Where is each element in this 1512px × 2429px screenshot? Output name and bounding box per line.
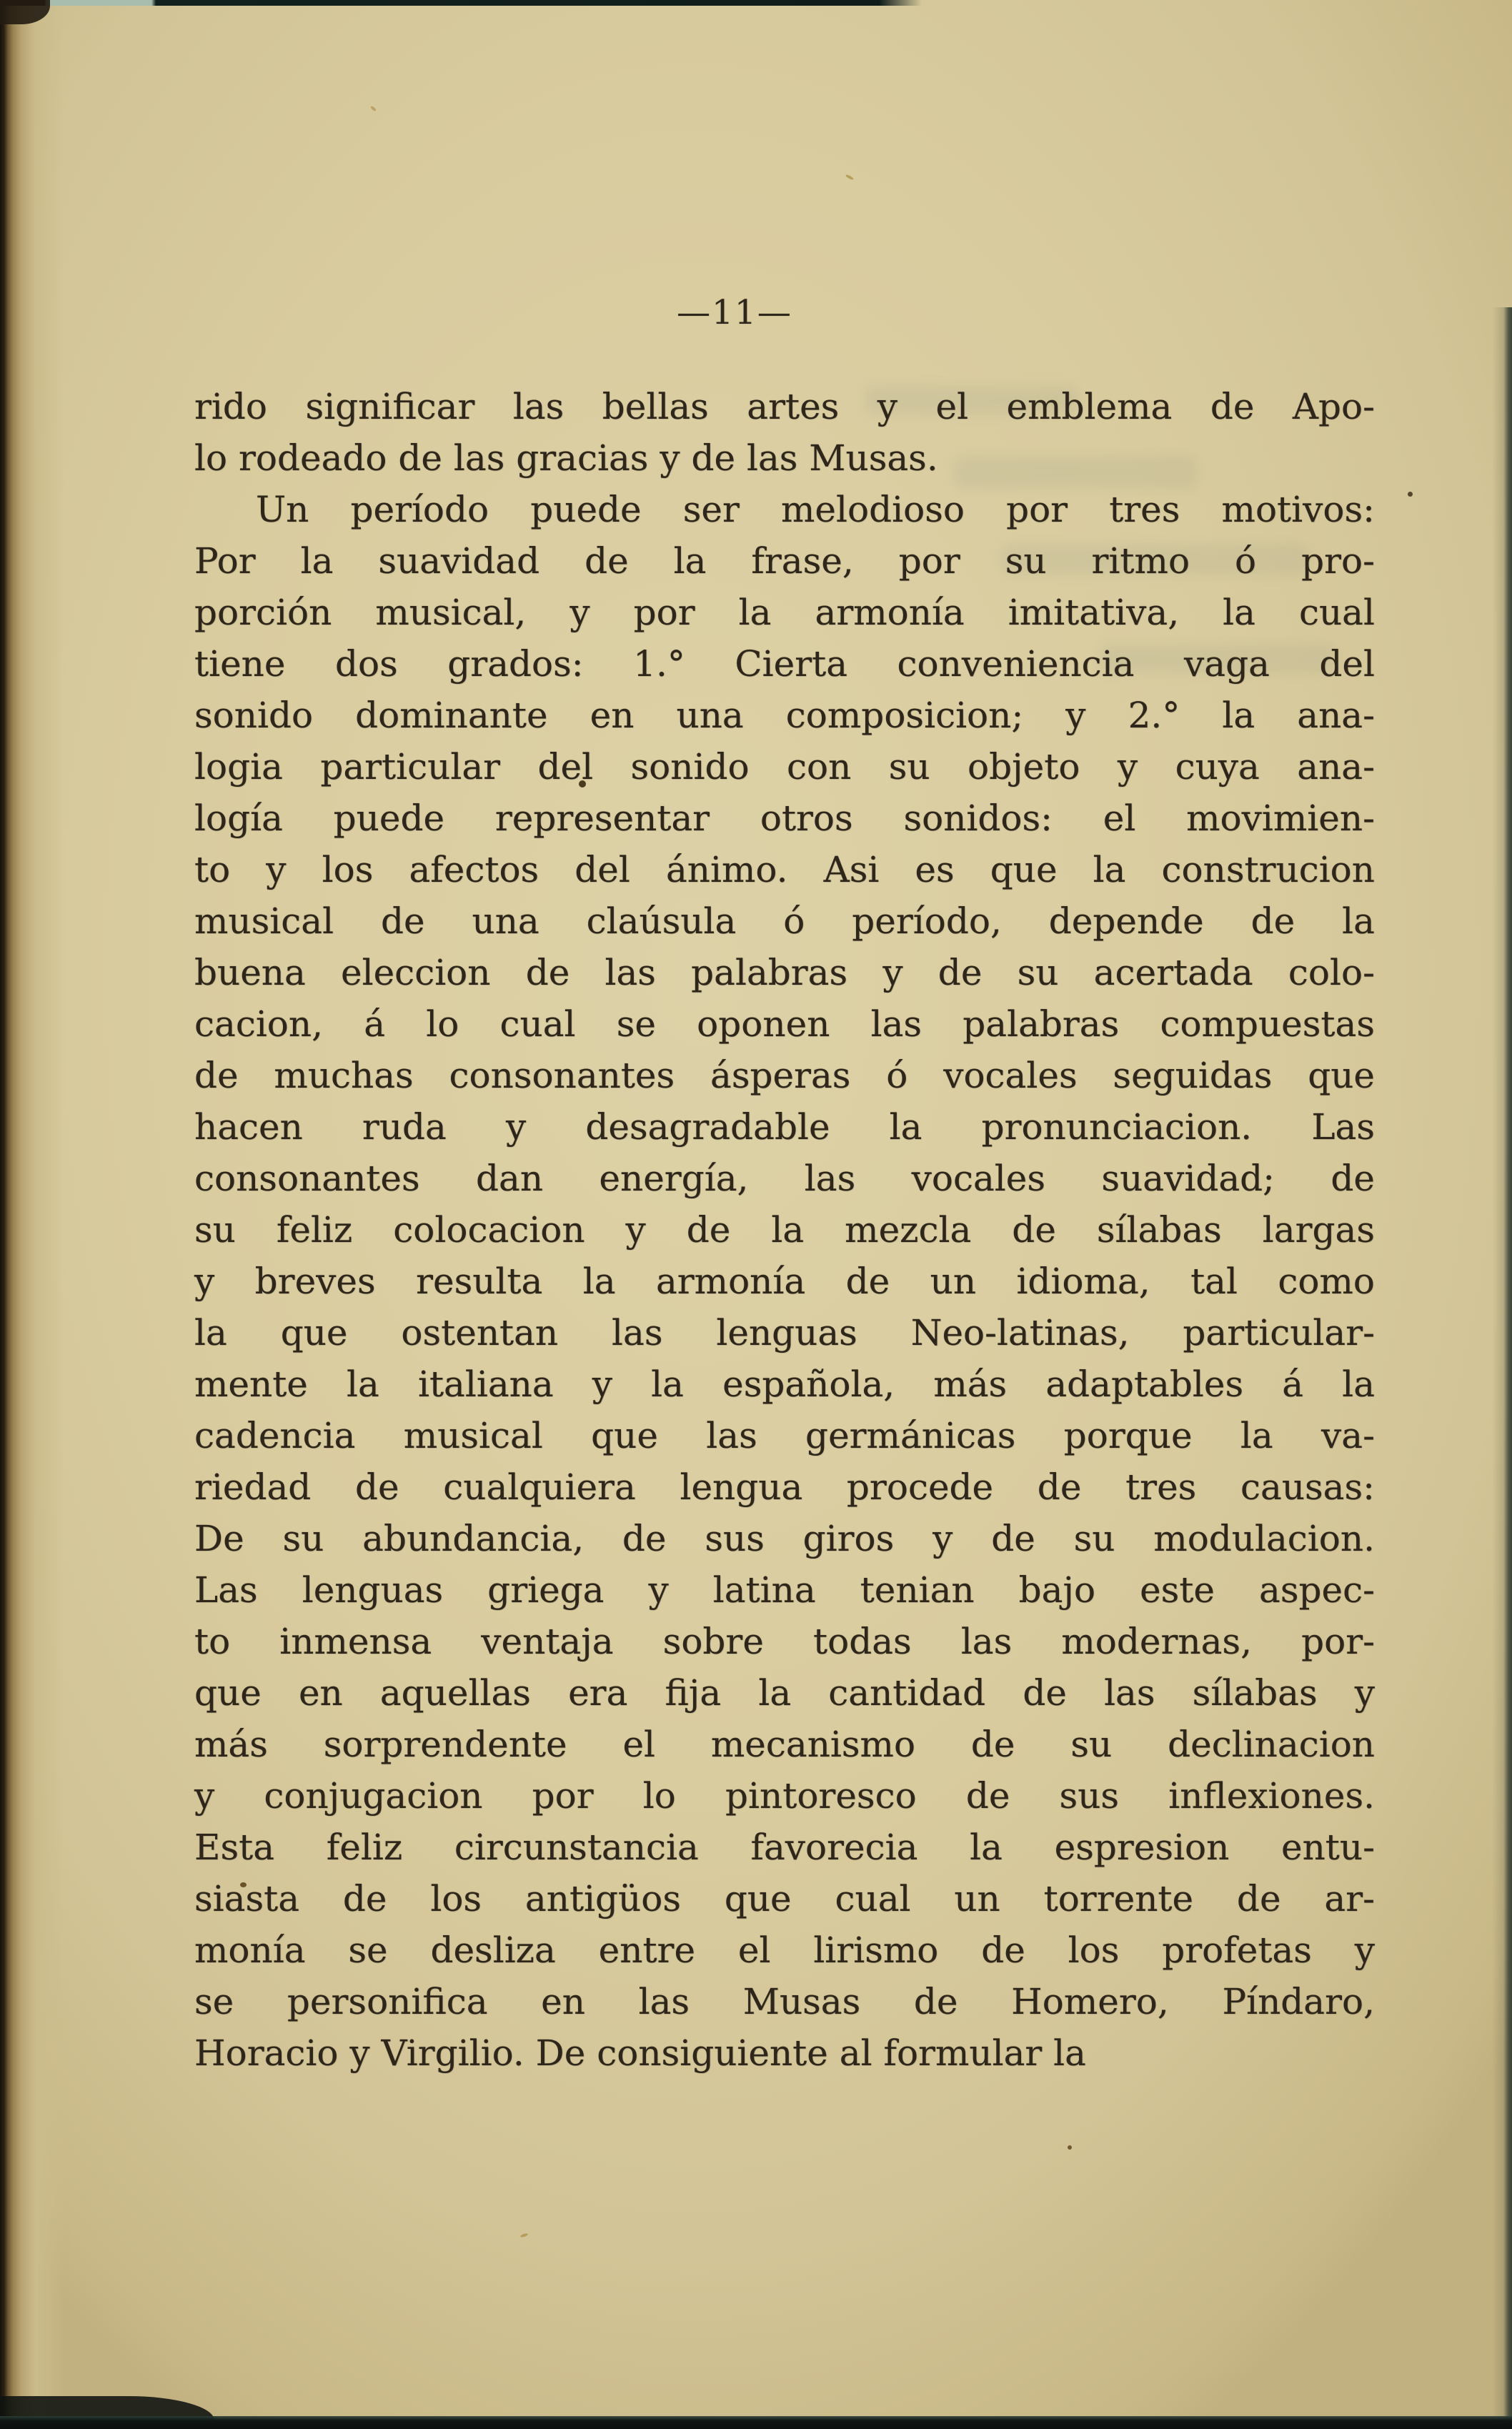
page-text-block [194,381,1375,2079]
text-line: Por la suavidad de la frase, por su ritmo ó pro- [194,540,1375,582]
text-line: Un período puede ser melodioso por tres motivos: [256,489,1375,530]
text-line: De su abundancia, de sus giros y de su modulacion. [194,1518,1375,1559]
binding-edge-left [0,0,64,2429]
text-line: y conjugacion por lo pintoresco de sus inflexiones. [194,1775,1375,1817]
text-line: riedad de cualquiera lengua procede de tres causas: [194,1466,1375,1508]
paper-fiber [370,106,377,112]
text-line: se personifica en las Musas de Homero, Píndaro, [194,1981,1375,2022]
paper-fiber [845,174,854,180]
text-line: la que ostentan las lenguas Neo-latinas, particular- [194,1312,1375,1353]
paper-fiber [520,2232,529,2237]
text-line: más sorprendente el mecanismo de su declinacion [194,1724,1375,1765]
text-line: monía se desliza entre el lirismo de los profetas y [194,1929,1375,1971]
text-line: buena eleccion de las palabras y de su acertada colo- [194,952,1375,993]
text-line: y breves resulta la armonía de un idioma, tal como [194,1261,1375,1302]
text-line: sonido dominante en una composicion; y 2.° la ana- [194,695,1375,736]
text-line: cadencia musical que las germánicas porque la va- [194,1415,1375,1456]
text-line: to inmensa ventaja sobre todas las modernas, por- [194,1621,1375,1662]
text-line: de muchas consonantes ásperas ó vocales seguidas que [194,1055,1375,1096]
text-line: cacion, á lo cual se oponen las palabras compuestas [194,1003,1375,1045]
text-line: Esta feliz circunstancia favorecia la espresion entu- [194,1827,1375,1868]
scan-edge-top [0,0,922,6]
text-line: su feliz colocacion y de la mezcla de sílabas largas [194,1209,1375,1251]
text-line: Horacio y Virgilio. De consiguiente al formular la [194,2032,1086,2074]
ink-speck [1068,2145,1072,2150]
text-line: lo rodeado de las gracias y de las Musas. [194,437,938,479]
text-line: tiene dos grados: 1.° Cierta conveniencia vaga del [194,643,1375,685]
text-line: consonantes dan energía, las vocales suavidad; de [194,1158,1375,1199]
text-line: siasta de los antigüos que cual un torrente de ar- [194,1878,1375,1919]
text-line: mente la italiana y la española, más adaptables á la [194,1363,1375,1405]
text-line: musical de una claúsula ó período, depende de la [194,900,1375,942]
scan-edge-right [1492,307,1512,2419]
text-line: to y los afectos del ánimo. Asi es que la construcion [194,849,1375,890]
scan-edge-bottom [0,2416,1512,2429]
text-line: Las lenguas griega y latina tenian bajo este aspec- [194,1569,1375,1611]
page-number: —11— [677,293,792,332]
text-line: porción musical, y por la armonía imitativa, la cual [194,592,1375,633]
text-line: que en aquellas era fija la cantidad de las sílabas y [194,1672,1375,1714]
text-line: hacen ruda y desagradable la pronunciacion. Las [194,1106,1375,1148]
text-line: rido significar las bellas artes y el emblema de Apo- [194,386,1375,427]
text-line: logia particular del sonido con su objeto y cuya ana- [194,746,1375,788]
ink-speck [1408,492,1413,497]
text-line: logía puede representar otros sonidos: el movimien- [194,798,1375,839]
